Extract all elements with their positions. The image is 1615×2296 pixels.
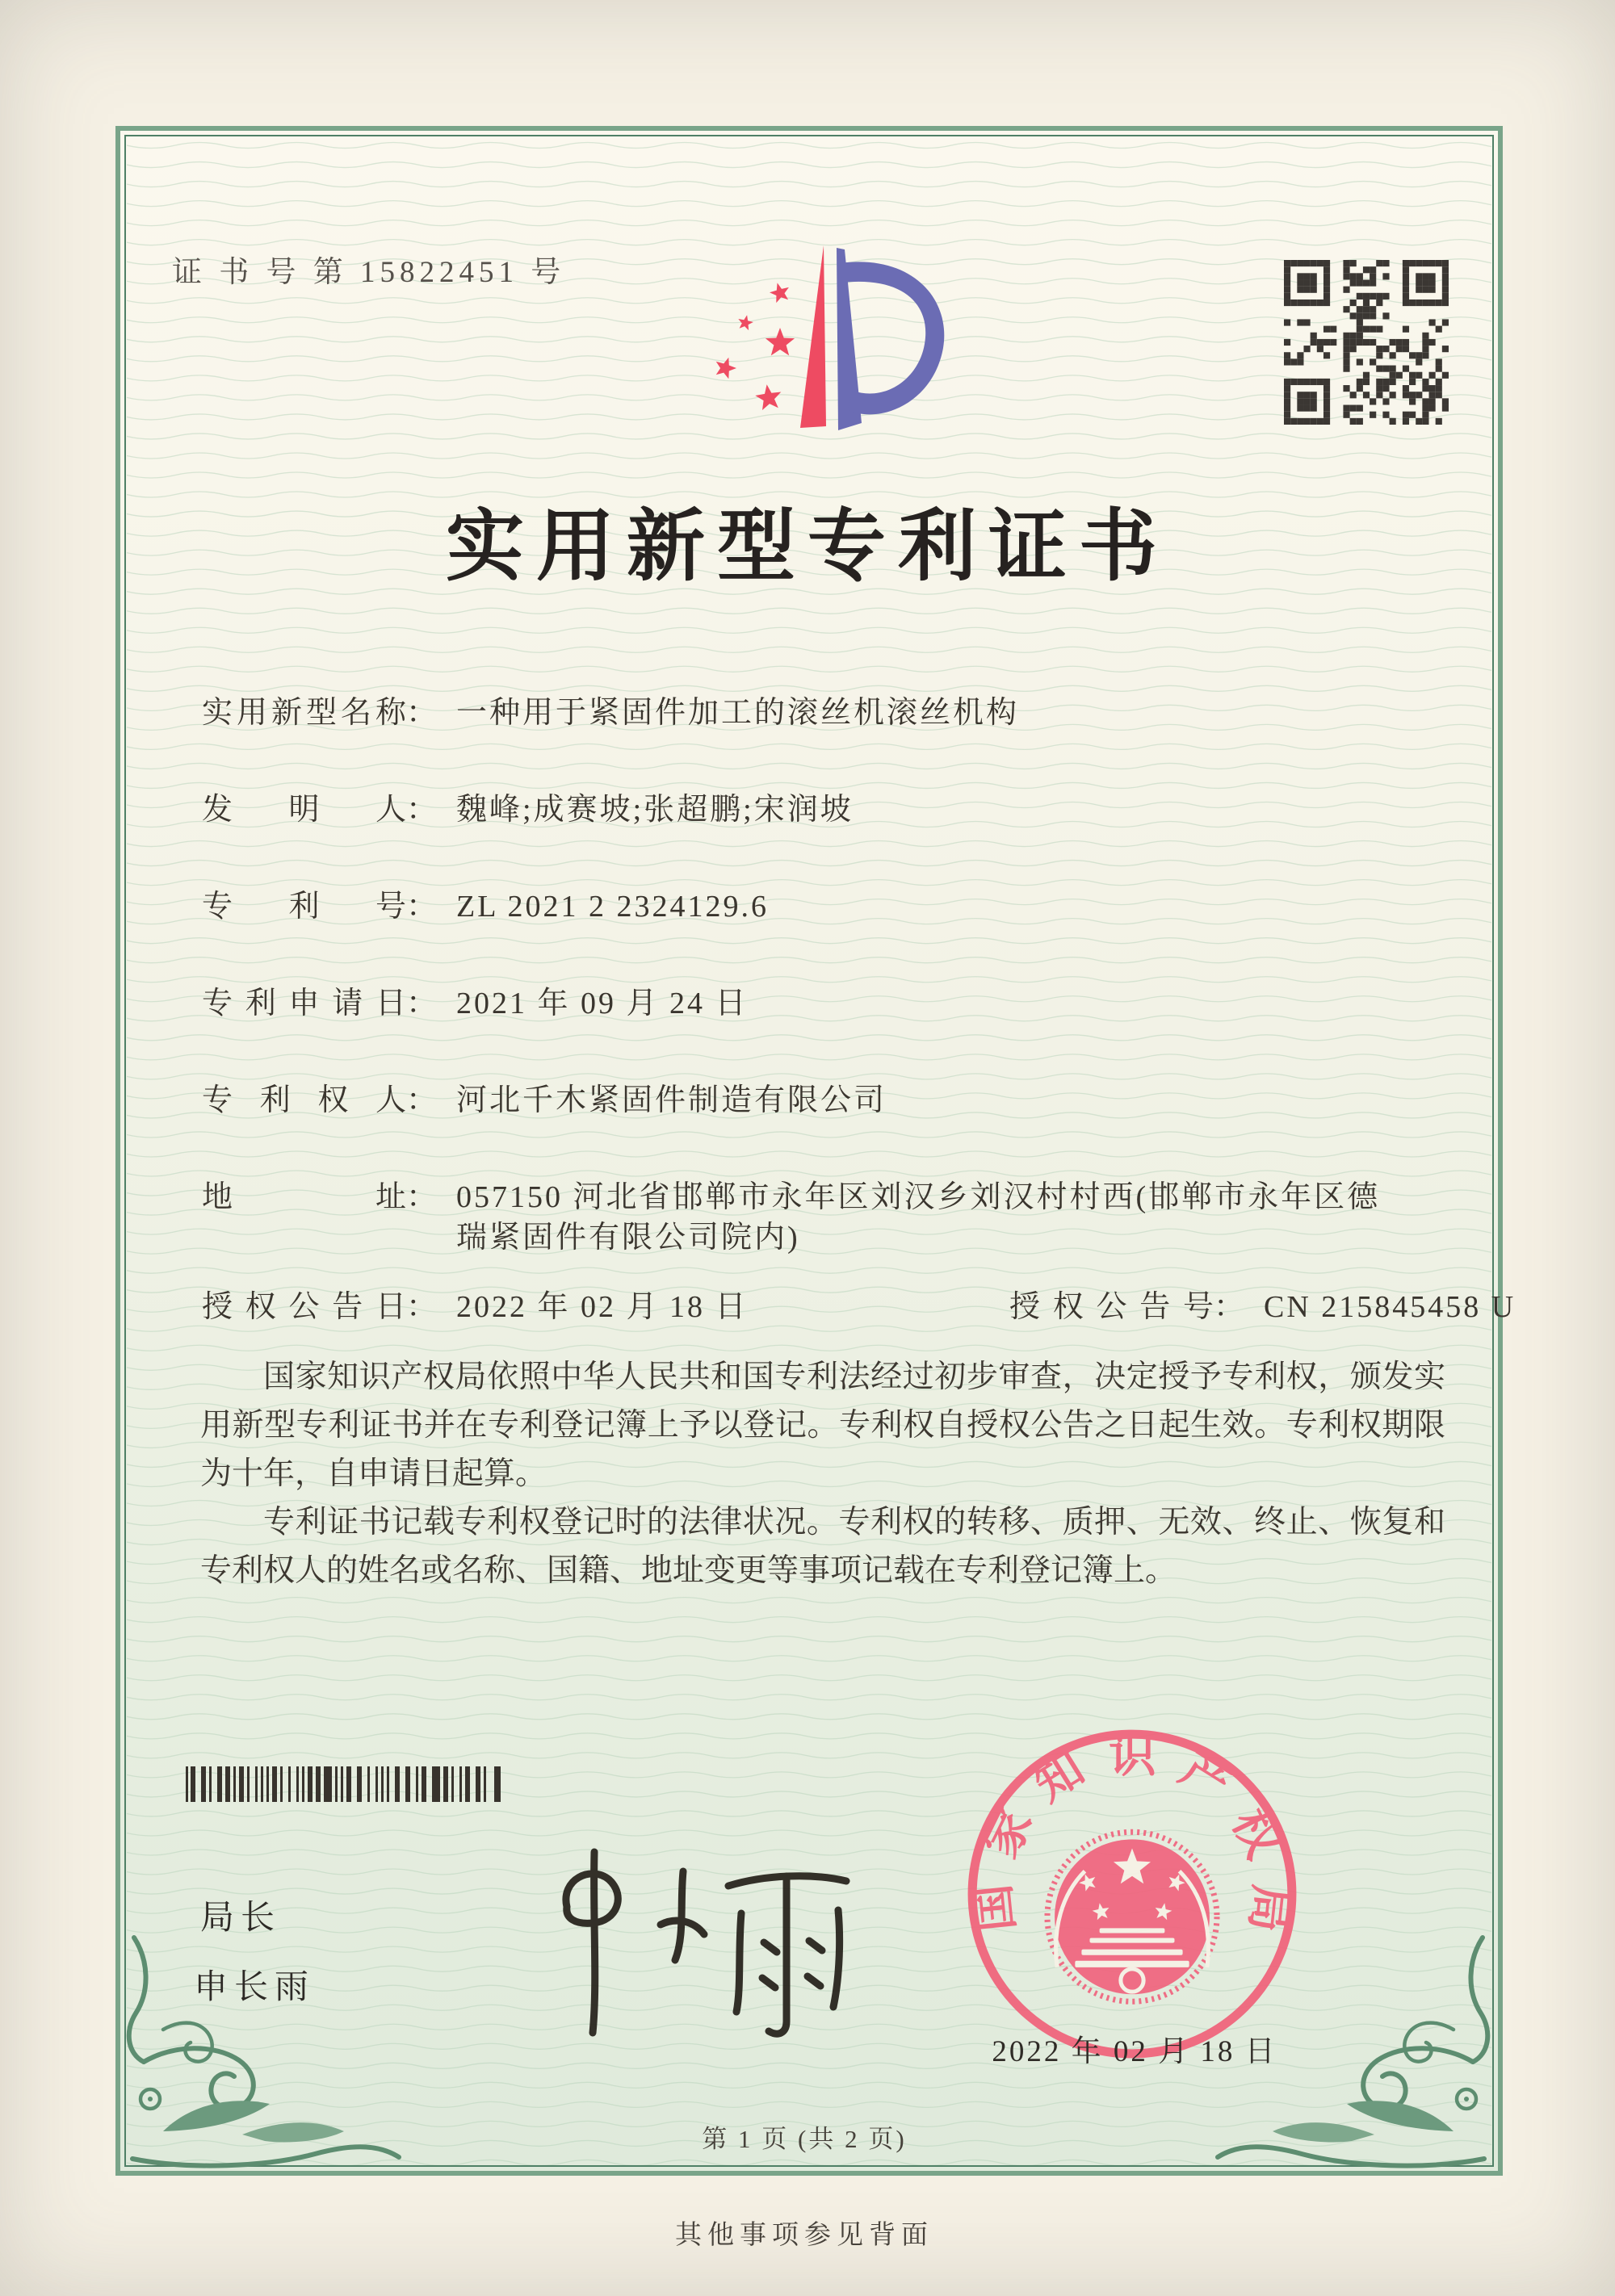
field-value: 2021 年 09 月 24 日 xyxy=(456,987,749,1020)
logo-stars xyxy=(716,283,795,410)
field-value: 057150 河北省邯郸市永年区刘汉乡刘汉村村西(邯郸市永年区德瑞紧固件有限公司院内) xyxy=(456,1180,1381,1255)
field-row-patentee: 专利权人： 河北千木紧固件制造有限公司 xyxy=(202,1080,887,1121)
field-value: ZL 2021 2 2324129.6 xyxy=(456,890,770,924)
field-label: 发明人 xyxy=(202,793,406,827)
field-row-inventors: 发明人： 魏峰;成赛坡;张超鹏;宋润坡 xyxy=(202,790,854,830)
grant-date-value: 2022 年 02 月 18 日 xyxy=(456,1290,749,1324)
seal-organization: 国家知识产权局 xyxy=(966,1729,1298,1935)
field-label: 专利权人 xyxy=(202,1083,406,1117)
grant-number-group: 授权公告号： CN 215845458 U xyxy=(1009,1287,1516,1327)
grant-number-value: CN 215845458 U xyxy=(1264,1290,1516,1324)
cnipa-official-seal-icon xyxy=(961,1723,1303,2065)
field-label: 专利申请日 xyxy=(202,987,406,1020)
field-value: 魏峰;成赛坡;张超鹏;宋润坡 xyxy=(456,793,854,827)
field-row-name: 实用新型名称： 一种用于紧固件加工的滚丝机滚丝机构 xyxy=(202,693,1019,733)
legal-paragraph-2: 专利证书记载专利权登记时的法律状况。专利权的转移、质押、无效、终止、恢复和专利权人的姓名或名称、国籍、地址变更等事项记载在专利登记簿上。 xyxy=(200,1505,1445,1588)
cnipa-logo-icon xyxy=(678,223,969,473)
field-row-filing-date: 专利申请日： 2021 年 09 月 24 日 xyxy=(202,983,749,1024)
seal-date: 2022 年 02 月 18 日 xyxy=(992,2035,1277,2068)
field-value: 河北千木紧固件制造有限公司 xyxy=(456,1083,887,1117)
back-side-note: 其他事项参见背面 xyxy=(675,2221,933,2250)
grant-date-label: 授权公告日 xyxy=(202,1290,406,1324)
field-label: 实用新型名称 xyxy=(202,696,406,730)
legal-text xyxy=(200,1353,1445,1595)
field-row-grant: 授权公告日： 2022 年 02 月 18 日 授权公告号： CN 215845458 U xyxy=(202,1287,749,1327)
seal-national-emblem xyxy=(1047,1832,1217,2001)
legal-paragraph-1: 国家知识产权局依照中华人民共和国专利法经过初步审查，决定授予专利权，颁发实用新型专利证书并在专利登记簿上予以登记。专利权自授权公告之日起生效。专利权期限为十年，自申请日起算。 xyxy=(200,1360,1445,1491)
field-value: 一种用于紧固件加工的滚丝机滚丝机构 xyxy=(456,696,1020,730)
director-name: 申长雨 xyxy=(194,1967,316,2005)
field-row-patent-number: 专利号： ZL 2021 2 2324129.6 xyxy=(202,886,769,927)
page-number: 第 1 页 (共 2 页) xyxy=(702,2125,907,2153)
field-label: 地址 xyxy=(202,1180,406,1214)
certificate-title: 实用新型专利证书 xyxy=(446,504,1169,590)
logo-red-wedge xyxy=(800,245,826,428)
grant-number-label: 授权公告号 xyxy=(1009,1290,1214,1324)
qr-code-icon xyxy=(1284,260,1449,425)
director-signature-icon xyxy=(525,1829,912,2047)
certificate-number: 证 书 号 第 15822451 号 xyxy=(172,256,566,289)
field-label: 专利号 xyxy=(202,890,406,924)
barcode-icon xyxy=(186,1766,501,1802)
field-row-address: 地址： 057150 河北省邯郸市永年区刘汉乡刘汉村村西(邯郸市永年区德瑞紧固件有限公司院内) xyxy=(202,1177,1385,1258)
director-title: 局长 xyxy=(200,1898,282,1936)
